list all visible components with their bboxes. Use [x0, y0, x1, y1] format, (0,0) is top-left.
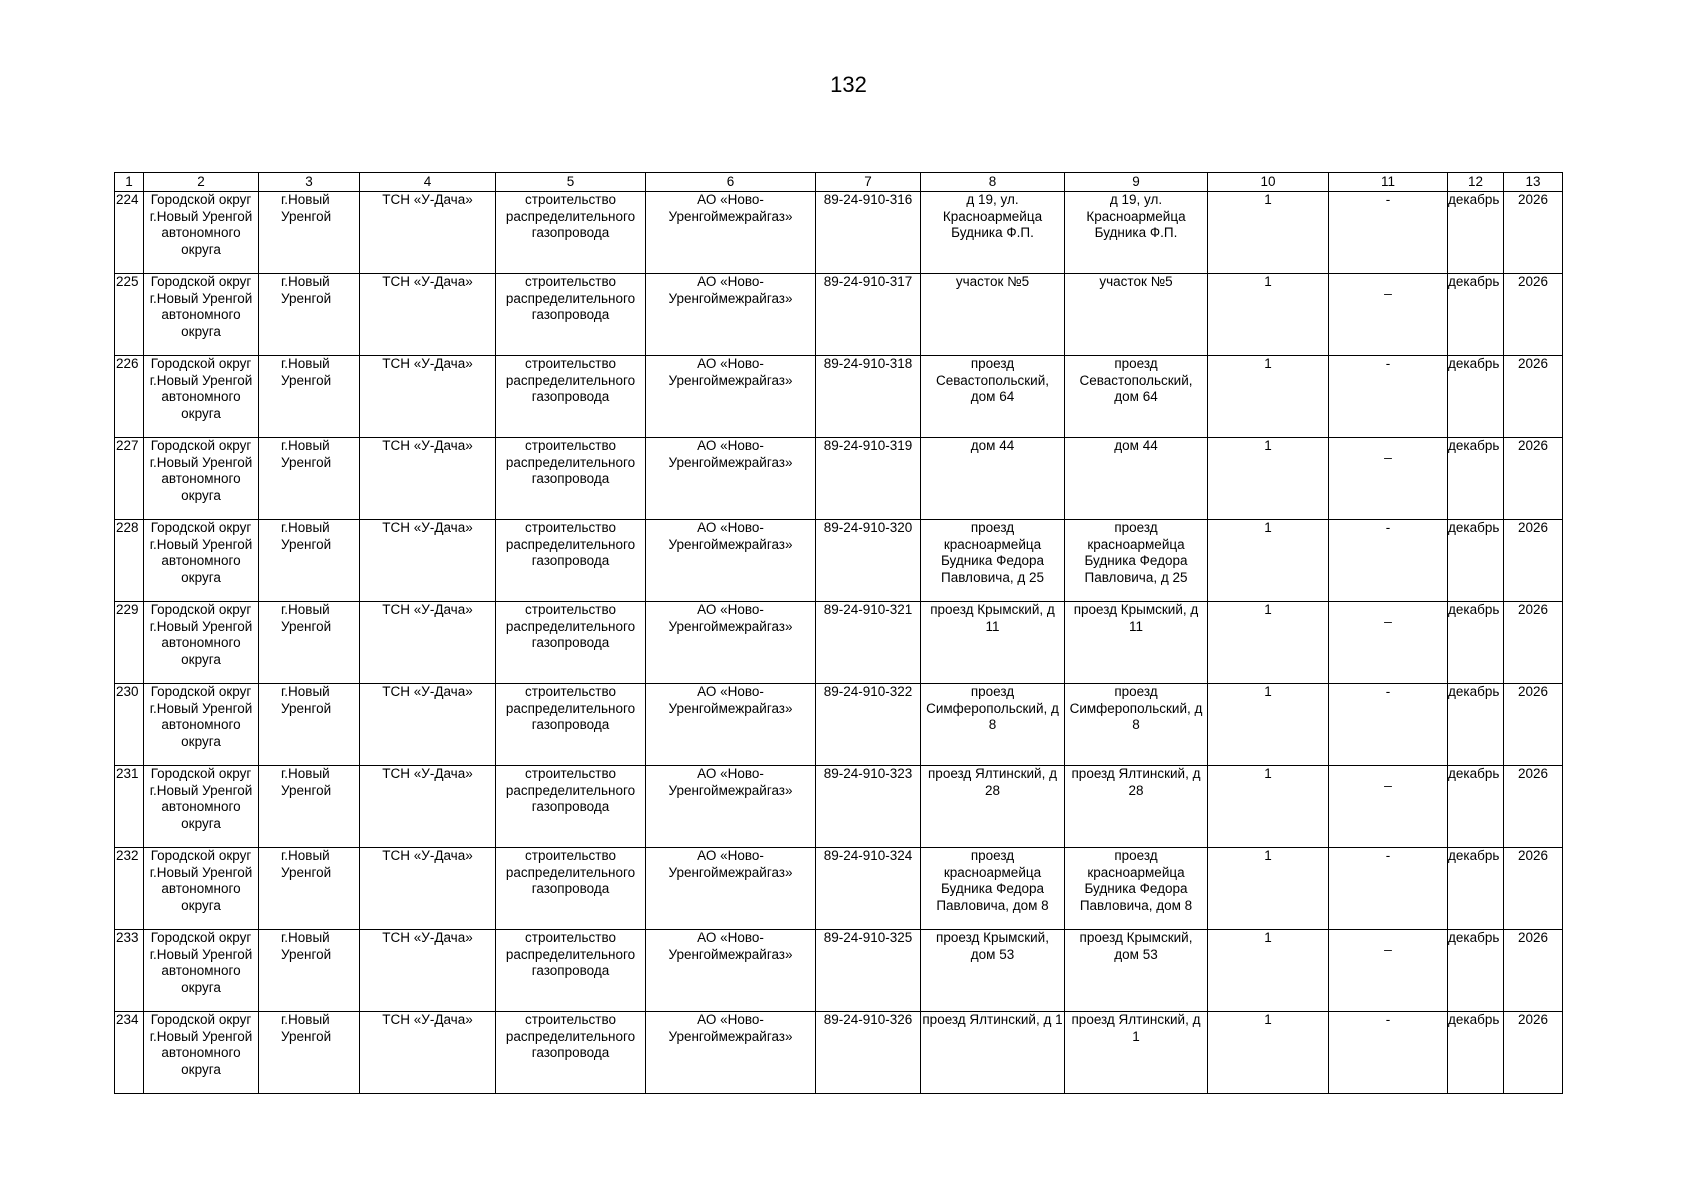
- municipality-cell: Городской округ г.Новый Уренгой автономного округа: [144, 684, 259, 766]
- count-cell: 1: [1208, 684, 1329, 766]
- cadastral-code-cell: 89-24-910-320: [816, 520, 921, 602]
- dash-cell: [1329, 684, 1448, 766]
- settlement-cell: г.Новый Уренгой: [259, 766, 360, 848]
- count-cell: 1: [1208, 356, 1329, 438]
- municipality-cell: Городской округ г.Новый Уренгой автономного округа: [144, 930, 259, 1012]
- work-type-cell: строительство распределительного газопровода: [496, 1012, 646, 1094]
- partnership-cell: ТСН «У-Дача»: [360, 684, 496, 766]
- dash-mark: _: [1384, 444, 1392, 459]
- address-duplicate-cell: проезд красноармейца Будника Федора Павловича, дом 8: [1065, 848, 1208, 930]
- partnership-cell: ТСН «У-Дача»: [360, 356, 496, 438]
- cadastral-code-cell: 89-24-910-317: [816, 274, 921, 356]
- dash-mark: -: [1385, 520, 1391, 535]
- address-duplicate-cell: проезд красноармейца Будника Федора Павловича, д 25: [1065, 520, 1208, 602]
- municipality-cell: Городской округ г.Новый Уренгой автономного округа: [144, 520, 259, 602]
- organization-cell: АО «Ново-Уренгоймежрайгаз»: [646, 766, 816, 848]
- count-cell: 1: [1208, 602, 1329, 684]
- row-number: 229: [115, 602, 144, 684]
- cadastral-code-cell: 89-24-910-325: [816, 930, 921, 1012]
- year-cell: 2026: [1504, 684, 1563, 766]
- row-number: 234: [115, 1012, 144, 1094]
- table-row: [115, 602, 1563, 684]
- address-cell: проезд Симферопольский, д 8: [921, 684, 1065, 766]
- work-type-cell: строительство распределительного газопровода: [496, 602, 646, 684]
- header-cell-1: 1: [115, 173, 144, 192]
- header-cell-8: 8: [921, 173, 1065, 192]
- address-cell: проезд красноармейца Будника Федора Павловича, дом 8: [921, 848, 1065, 930]
- row-number: 230: [115, 684, 144, 766]
- month-cell: декабрь: [1448, 274, 1504, 356]
- address-cell: проезд Севастопольский, дом 64: [921, 356, 1065, 438]
- count-cell: 1: [1208, 192, 1329, 274]
- dash-cell: [1329, 602, 1448, 684]
- month-cell: декабрь: [1448, 1012, 1504, 1094]
- dash-mark: -: [1385, 1012, 1391, 1027]
- header-cell-9: 9: [1065, 173, 1208, 192]
- address-cell: д 19, ул. Красноармейца Будника Ф.П.: [921, 192, 1065, 274]
- year-cell: 2026: [1504, 274, 1563, 356]
- work-type-cell: строительство распределительного газопровода: [496, 930, 646, 1012]
- settlement-cell: г.Новый Уренгой: [259, 520, 360, 602]
- address-cell: проезд Крымский, дом 53: [921, 930, 1065, 1012]
- partnership-cell: ТСН «У-Дача»: [360, 602, 496, 684]
- partnership-cell: ТСН «У-Дача»: [360, 1012, 496, 1094]
- month-cell: декабрь: [1448, 684, 1504, 766]
- address-duplicate-cell: проезд Симферопольский, д 8: [1065, 684, 1208, 766]
- settlement-cell: г.Новый Уренгой: [259, 930, 360, 1012]
- settlement-cell: г.Новый Уренгой: [259, 356, 360, 438]
- cadastral-code-cell: 89-24-910-316: [816, 192, 921, 274]
- settlement-cell: г.Новый Уренгой: [259, 602, 360, 684]
- month-cell: декабрь: [1448, 356, 1504, 438]
- municipality-cell: Городской округ г.Новый Уренгой автономного округа: [144, 848, 259, 930]
- settlement-cell: г.Новый Уренгой: [259, 192, 360, 274]
- table-row: [115, 438, 1563, 520]
- page-number: 132: [830, 72, 867, 97]
- organization-cell: АО «Ново-Уренгоймежрайгаз»: [646, 602, 816, 684]
- year-cell: 2026: [1504, 1012, 1563, 1094]
- row-number: 228: [115, 520, 144, 602]
- header-cell-6: 6: [646, 173, 816, 192]
- address-cell: проезд Ялтинский, д 1: [921, 1012, 1065, 1094]
- partnership-cell: ТСН «У-Дача»: [360, 930, 496, 1012]
- table-row: [115, 356, 1563, 438]
- dash-cell: [1329, 848, 1448, 930]
- address-duplicate-cell: проезд Крымский, дом 53: [1065, 930, 1208, 1012]
- header-cell-4: 4: [360, 173, 496, 192]
- organization-cell: АО «Ново-Уренгоймежрайгаз»: [646, 274, 816, 356]
- cadastral-code-cell: 89-24-910-318: [816, 356, 921, 438]
- address-cell: дом 44: [921, 438, 1065, 520]
- organization-cell: АО «Ново-Уренгоймежрайгаз»: [646, 848, 816, 930]
- work-type-cell: строительство распределительного газопровода: [496, 274, 646, 356]
- table-row: [115, 1012, 1563, 1094]
- header-cell-3: 3: [259, 173, 360, 192]
- table-row: [115, 192, 1563, 274]
- organization-cell: АО «Ново-Уренгоймежрайгаз»: [646, 1012, 816, 1094]
- municipality-cell: Городской округ г.Новый Уренгой автономного округа: [144, 274, 259, 356]
- address-duplicate-cell: дом 44: [1065, 438, 1208, 520]
- year-cell: 2026: [1504, 520, 1563, 602]
- organization-cell: АО «Ново-Уренгоймежрайгаз»: [646, 684, 816, 766]
- partnership-cell: ТСН «У-Дача»: [360, 520, 496, 602]
- count-cell: 1: [1208, 848, 1329, 930]
- partnership-cell: ТСН «У-Дача»: [360, 438, 496, 520]
- work-type-cell: строительство распределительного газопровода: [496, 684, 646, 766]
- partnership-cell: ТСН «У-Дача»: [360, 192, 496, 274]
- header-cell-12: 12: [1448, 173, 1504, 192]
- month-cell: декабрь: [1448, 192, 1504, 274]
- row-number: 231: [115, 766, 144, 848]
- count-cell: 1: [1208, 274, 1329, 356]
- cadastral-code-cell: 89-24-910-324: [816, 848, 921, 930]
- dash-cell: [1329, 930, 1448, 1012]
- address-duplicate-cell: проезд Ялтинский, д 1: [1065, 1012, 1208, 1094]
- organization-cell: АО «Ново-Уренгоймежрайгаз»: [646, 930, 816, 1012]
- count-cell: 1: [1208, 1012, 1329, 1094]
- table-row: [115, 684, 1563, 766]
- settlement-cell: г.Новый Уренгой: [259, 438, 360, 520]
- organization-cell: АО «Ново-Уренгоймежрайгаз»: [646, 520, 816, 602]
- row-number: 233: [115, 930, 144, 1012]
- organization-cell: АО «Ново-Уренгоймежрайгаз»: [646, 356, 816, 438]
- dash-cell: [1329, 274, 1448, 356]
- count-cell: 1: [1208, 520, 1329, 602]
- address-cell: проезд Крымский, д 11: [921, 602, 1065, 684]
- header-cell-5: 5: [496, 173, 646, 192]
- work-type-cell: строительство распределительного газопровода: [496, 192, 646, 274]
- table-row: [115, 848, 1563, 930]
- table-row: [115, 930, 1563, 1012]
- settlement-cell: г.Новый Уренгой: [259, 848, 360, 930]
- partnership-cell: ТСН «У-Дача»: [360, 848, 496, 930]
- dash-mark: _: [1384, 772, 1392, 787]
- address-cell: участок №5: [921, 274, 1065, 356]
- municipality-cell: Городской округ г.Новый Уренгой автономного округа: [144, 438, 259, 520]
- year-cell: 2026: [1504, 438, 1563, 520]
- work-type-cell: строительство распределительного газопровода: [496, 438, 646, 520]
- work-type-cell: строительство распределительного газопровода: [496, 766, 646, 848]
- header-row: [115, 173, 1563, 192]
- work-type-cell: строительство распределительного газопровода: [496, 848, 646, 930]
- dash-cell: [1329, 192, 1448, 274]
- address-duplicate-cell: проезд Ялтинский, д 28: [1065, 766, 1208, 848]
- municipality-cell: Городской округ г.Новый Уренгой автономного округа: [144, 192, 259, 274]
- header-cell-11: 11: [1329, 173, 1448, 192]
- year-cell: 2026: [1504, 766, 1563, 848]
- address-duplicate-cell: участок №5: [1065, 274, 1208, 356]
- year-cell: 2026: [1504, 602, 1563, 684]
- table-row: [115, 520, 1563, 602]
- address-duplicate-cell: д 19, ул. Красноармейца Будника Ф.П.: [1065, 192, 1208, 274]
- work-type-cell: строительство распределительного газопровода: [496, 520, 646, 602]
- dash-cell: [1329, 438, 1448, 520]
- row-number: 224: [115, 192, 144, 274]
- organization-cell: АО «Ново-Уренгоймежрайгаз»: [646, 192, 816, 274]
- organization-cell: АО «Ново-Уренгоймежрайгаз»: [646, 438, 816, 520]
- settlement-cell: г.Новый Уренгой: [259, 1012, 360, 1094]
- municipality-cell: Городской округ г.Новый Уренгой автономного округа: [144, 766, 259, 848]
- address-duplicate-cell: проезд Крымский, д 11: [1065, 602, 1208, 684]
- month-cell: декабрь: [1448, 520, 1504, 602]
- municipality-cell: Городской округ г.Новый Уренгой автономного округа: [144, 356, 259, 438]
- dash-cell: [1329, 1012, 1448, 1094]
- dash-cell: [1329, 520, 1448, 602]
- partnership-cell: ТСН «У-Дача»: [360, 274, 496, 356]
- table-row: [115, 766, 1563, 848]
- year-cell: 2026: [1504, 192, 1563, 274]
- row-number: 225: [115, 274, 144, 356]
- table-row: [115, 274, 1563, 356]
- cadastral-code-cell: 89-24-910-326: [816, 1012, 921, 1094]
- work-type-cell: строительство распределительного газопровода: [496, 356, 646, 438]
- year-cell: 2026: [1504, 356, 1563, 438]
- dash-mark: -: [1385, 192, 1391, 207]
- settlement-cell: г.Новый Уренгой: [259, 684, 360, 766]
- municipality-cell: Городской округ г.Новый Уренгой автономного округа: [144, 602, 259, 684]
- month-cell: декабрь: [1448, 930, 1504, 1012]
- count-cell: 1: [1208, 766, 1329, 848]
- month-cell: декабрь: [1448, 438, 1504, 520]
- settlement-cell: г.Новый Уренгой: [259, 274, 360, 356]
- municipality-cell: Городской округ г.Новый Уренгой автономного округа: [144, 1012, 259, 1094]
- dash-mark: -: [1385, 848, 1391, 863]
- cadastral-code-cell: 89-24-910-323: [816, 766, 921, 848]
- month-cell: декабрь: [1448, 848, 1504, 930]
- address-cell: проезд Ялтинский, д 28: [921, 766, 1065, 848]
- header-cell-13: 13: [1504, 173, 1563, 192]
- address-cell: проезд красноармейца Будника Федора Павловича, д 25: [921, 520, 1065, 602]
- dash-mark: -: [1385, 356, 1391, 371]
- partnership-cell: ТСН «У-Дача»: [360, 766, 496, 848]
- cadastral-code-cell: 89-24-910-321: [816, 602, 921, 684]
- year-cell: 2026: [1504, 930, 1563, 1012]
- row-number: 227: [115, 438, 144, 520]
- header-cell-10: 10: [1208, 173, 1329, 192]
- dash-mark: -: [1385, 684, 1391, 699]
- header-cell-2: 2: [144, 173, 259, 192]
- dash-mark: _: [1384, 608, 1392, 623]
- cadastral-code-cell: 89-24-910-322: [816, 684, 921, 766]
- dash-mark: _: [1384, 280, 1392, 295]
- address-duplicate-cell: проезд Севастопольский, дом 64: [1065, 356, 1208, 438]
- year-cell: 2026: [1504, 848, 1563, 930]
- month-cell: декабрь: [1448, 766, 1504, 848]
- month-cell: декабрь: [1448, 602, 1504, 684]
- count-cell: 1: [1208, 438, 1329, 520]
- cadastral-code-cell: 89-24-910-319: [816, 438, 921, 520]
- gas-pipeline-registry-table: [114, 172, 1563, 1094]
- row-number: 232: [115, 848, 144, 930]
- row-number: 226: [115, 356, 144, 438]
- dash-mark: _: [1384, 936, 1392, 951]
- dash-cell: [1329, 766, 1448, 848]
- count-cell: 1: [1208, 930, 1329, 1012]
- dash-cell: [1329, 356, 1448, 438]
- header-cell-7: 7: [816, 173, 921, 192]
